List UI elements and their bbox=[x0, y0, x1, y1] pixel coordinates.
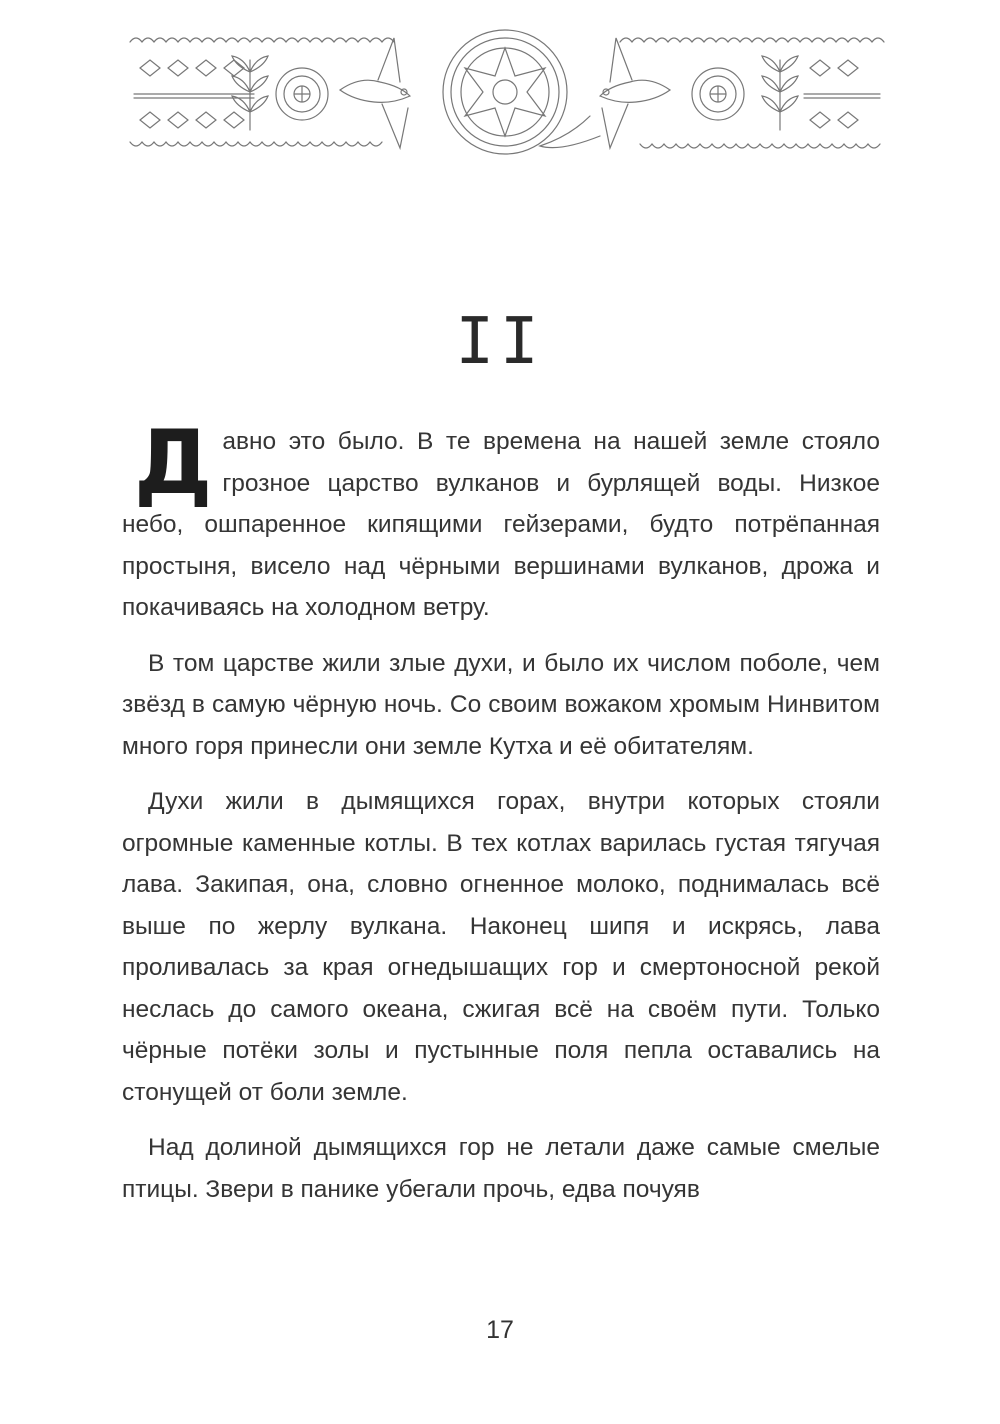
diamond-pattern-icon bbox=[134, 60, 254, 128]
border-loop-row-icon bbox=[640, 144, 880, 148]
drop-cap: Д bbox=[134, 411, 213, 514]
story-text bbox=[122, 411, 880, 1210]
paragraph: В том царстве жили злые духи, и было их числом поболе, чем звёзд в самую чёрную ночь. Со своим вожаком хромым Нинвитом много горя принесли они земле Кутха и её обитателям. bbox=[122, 649, 880, 760]
chapter-numeral: II bbox=[455, 305, 545, 379]
border-loop-row-icon bbox=[620, 38, 884, 42]
sprout-icon bbox=[762, 56, 798, 130]
diamond-pattern-icon bbox=[804, 60, 880, 128]
paragraph: Над долиной дымящихся гор не летали даже самые смелые птицы. Звери в панике убегали прочь, едва почуяв bbox=[122, 1134, 880, 1203]
paragraph: Духи жили в дымящихся горах, внутри которых стояли огромные каменные котлы. В тех котлах варилась густая тягучая лава. Закипая, она, словно огненное молоко, поднималась всё выше по жерлу вулкана. Наконец шипя и искрясь, лава проливалась за края огнедышащих гор и смертоносной рекой неслась до самого океана, сжигая всё на своём пути. Только чёрные потёки золы и пустынные поля пепла оставались на стонущей от боли земле. bbox=[122, 788, 880, 1106]
sprout-icon bbox=[232, 56, 268, 130]
rosette-icon bbox=[276, 68, 328, 120]
decorative-header-ornament bbox=[120, 20, 890, 190]
paragraph bbox=[122, 411, 880, 629]
star-medallion-icon bbox=[443, 30, 567, 154]
border-loop-row-icon bbox=[130, 38, 394, 42]
page-number: 17 bbox=[486, 1316, 514, 1344]
paragraph-text: авно это было. В те времена на нашей земле стояло грозное царство вулканов и бурлящей воды. Низкое небо, ошпаренное кипящими гейзерами, будто потрёпанная простыня, висело над чёрными вершинами вулканов, дрожа и покачиваясь на холодном ветру. bbox=[122, 428, 880, 621]
border-loop-row-icon bbox=[130, 142, 382, 146]
rosette-icon bbox=[692, 68, 744, 120]
bird-icon bbox=[340, 38, 410, 148]
